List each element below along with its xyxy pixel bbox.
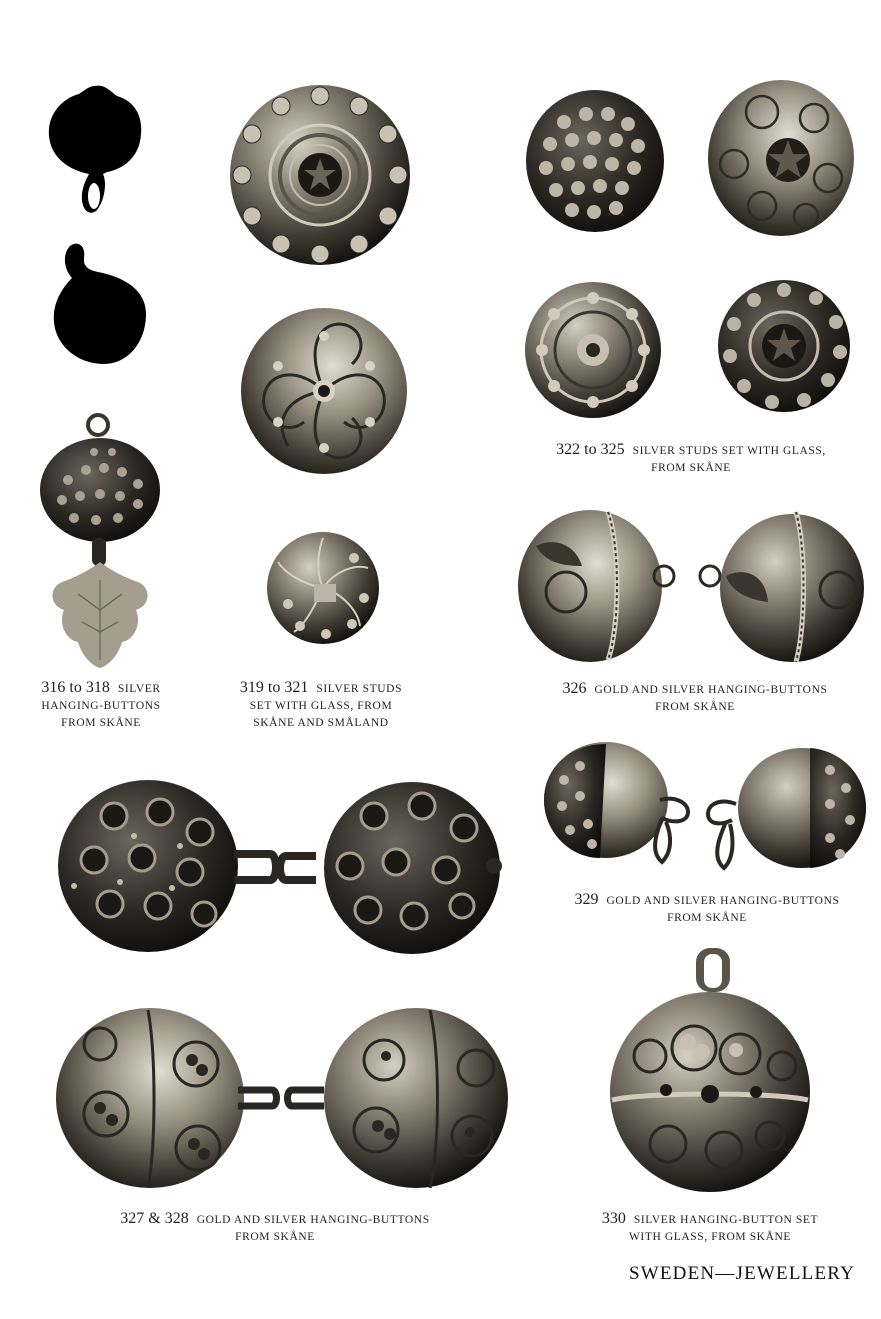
caption-316: 316 to 318 SILVER HANGING-BUTTONS FROM SKÅNE <box>41 679 161 729</box>
caption-327: 327 & 328 GOLD AND SILVER HANGING-BUTTONS FROM SKÅNE <box>120 1210 430 1243</box>
caption-319: 319 to 321 SILVER STUDS SET WITH GLASS, FROM SKÅNE AND SMÅLAND <box>239 679 403 729</box>
stud-322-photo <box>524 88 666 234</box>
stud-320-photo <box>238 306 410 476</box>
button-329-photo <box>540 740 870 875</box>
button-327-upper-photo <box>54 776 506 956</box>
caption-326: 326 GOLD AND SILVER HANGING-BUTTONS FROM SKÅNE <box>562 680 828 713</box>
button-326-photo <box>516 506 868 666</box>
stud-321-photo <box>264 528 382 648</box>
button-317-photo <box>50 240 150 368</box>
stud-324-photo <box>522 280 664 420</box>
stud-325-photo <box>716 276 852 416</box>
stud-323-photo <box>706 78 856 238</box>
button-330-photo <box>606 944 812 1198</box>
button-316-photo <box>45 82 147 217</box>
page-footer-title: SWEDEN—JEWELLERY <box>628 1263 855 1284</box>
stud-319-photo <box>226 82 414 268</box>
button-327-lower-photo <box>46 1004 512 1194</box>
caption-330: 330 SILVER HANGING-BUTTON SET WITH GLASS, FROM SKÅNE <box>601 1210 819 1243</box>
button-318-photo <box>38 410 164 670</box>
caption-322: 322 to 325 SILVER STUDS SET WITH GLASS, FROM SKÅNE <box>556 441 826 474</box>
caption-329: 329 GOLD AND SILVER HANGING-BUTTONS FROM SKÅNE <box>574 891 840 924</box>
